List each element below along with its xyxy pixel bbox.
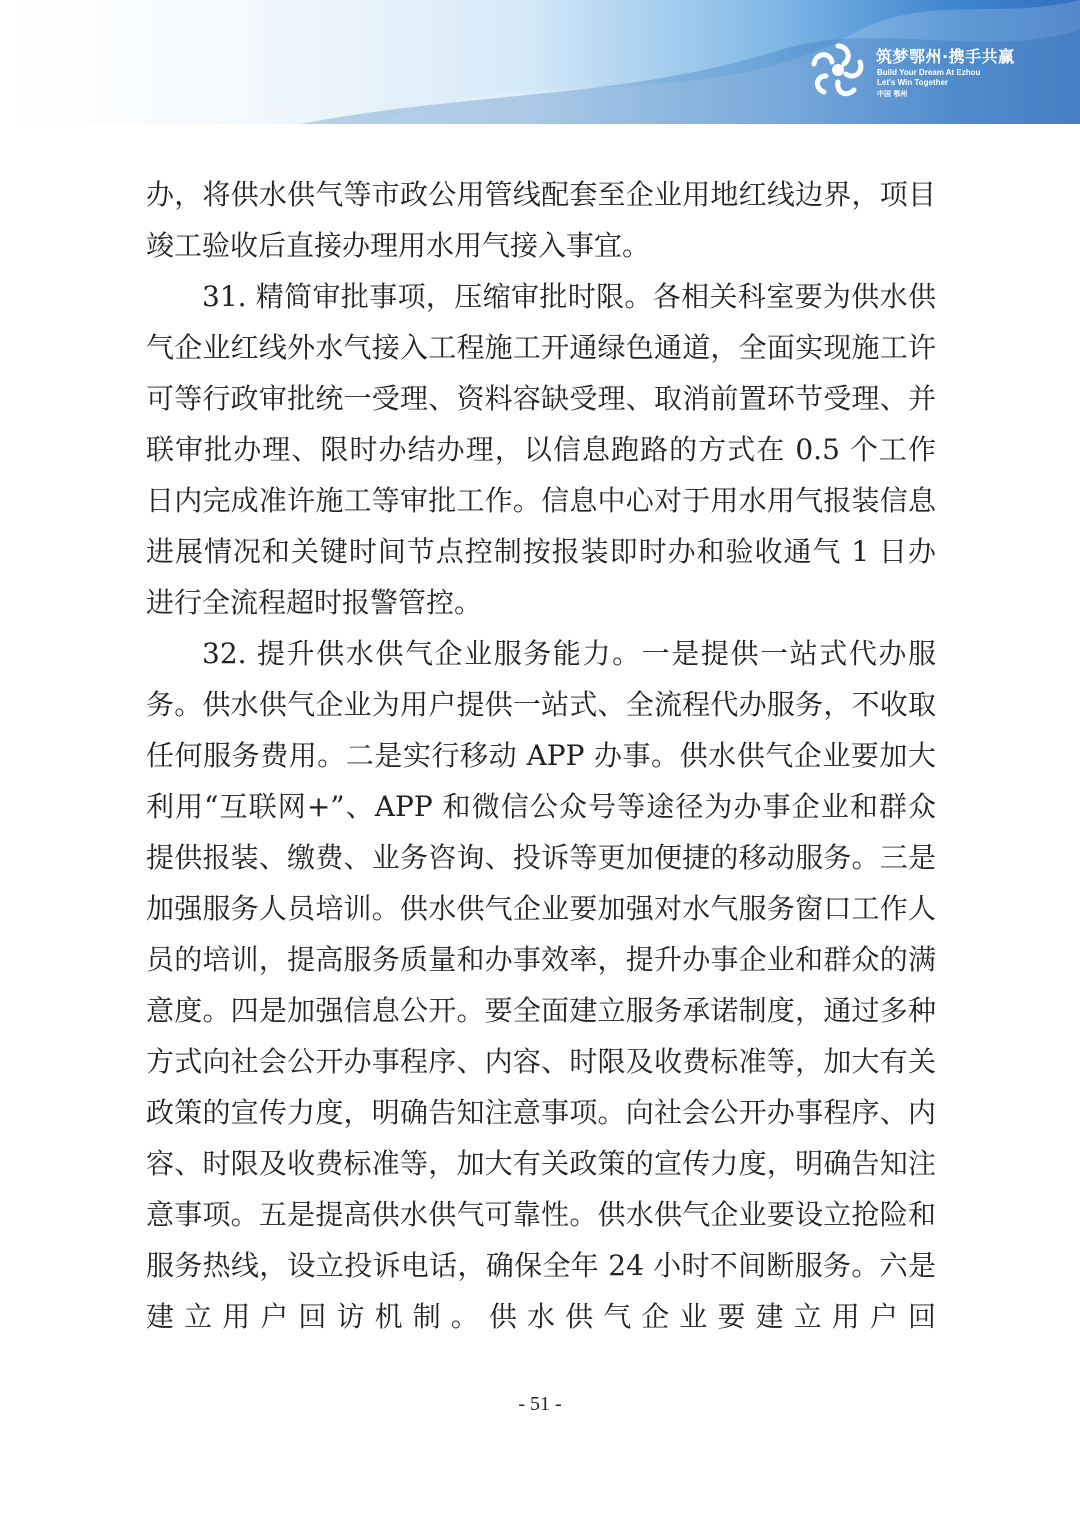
slogan-english-line1: Build Your Dream At Ezhou xyxy=(877,68,981,77)
page-number: - 51 - xyxy=(518,1393,562,1415)
slogan-location: 中国 鄂州 xyxy=(877,90,908,98)
flower-logo-icon xyxy=(806,38,870,102)
header-banner xyxy=(0,0,1080,124)
paragraph-item-32: 32. 提升供水供气企业服务能力。一是提供一站式代办服务。供水供气企业为用户提供一站式、全流程代办服务，不收取任何服务费用。二是实行移动 APP 办事。供水供气企业要加大利用“互联网+”、APP 和微信公众号等途径为办事企业和群众提供报装、缴费、业务咨询、投诉等更加便捷的移动服务。三是加强服务人员培训。供水供气企业要加强对水气服务窗口工作人员的培训，提高服务质量和办事效率，提升办事企业和群众的满意度。四是加强信息公开。要全面建立服务承诺制度，通过多种方式向社会公开办事程序、内容、时限及收费标准等，加大有关政策的宣传力度，明确告知注意事项。向社会公开办事程序、内容、时限及收费标准等，加大有关政策的宣传力度，明确告知注意事项。五是提高供水供气可靠性。供水供气企业要设立抢险和服务热线，设立投诉电话，确保全年 24 小时不间断服务。六是建立用户回访机制。供水供气企业要建立用户回 xyxy=(146,637,936,1333)
slogan-chinese: 筑梦鄂州·携手共赢 xyxy=(876,47,1015,66)
document-body xyxy=(146,169,936,1342)
slogan-english-line2: Let's Win Together xyxy=(877,78,949,87)
paragraph-continuation: 办，将供水供气等市政公用管线配套至企业用地红线边界，项目竣工验收后直接办理用水用气接入事宜。 xyxy=(146,178,936,262)
paragraph-item-31: 31. 精简审批事项，压缩审批时限。各相关科室要为供水供气企业红线外水气接入工程施工开通绿色通道，全面实现施工许可等行政审批统一受理、资料容缺受理、取消前置环节受理、并联审批办理、限时办结办理，以信息跑路的方式在 0.5 个工作日内完成准许施工等审批工作。信息中心对于用水用气报装信息进展情况和关键时间节点控制按报装即时办和验收通气 1 日办进行全流程超时报警管控。 xyxy=(146,280,936,619)
